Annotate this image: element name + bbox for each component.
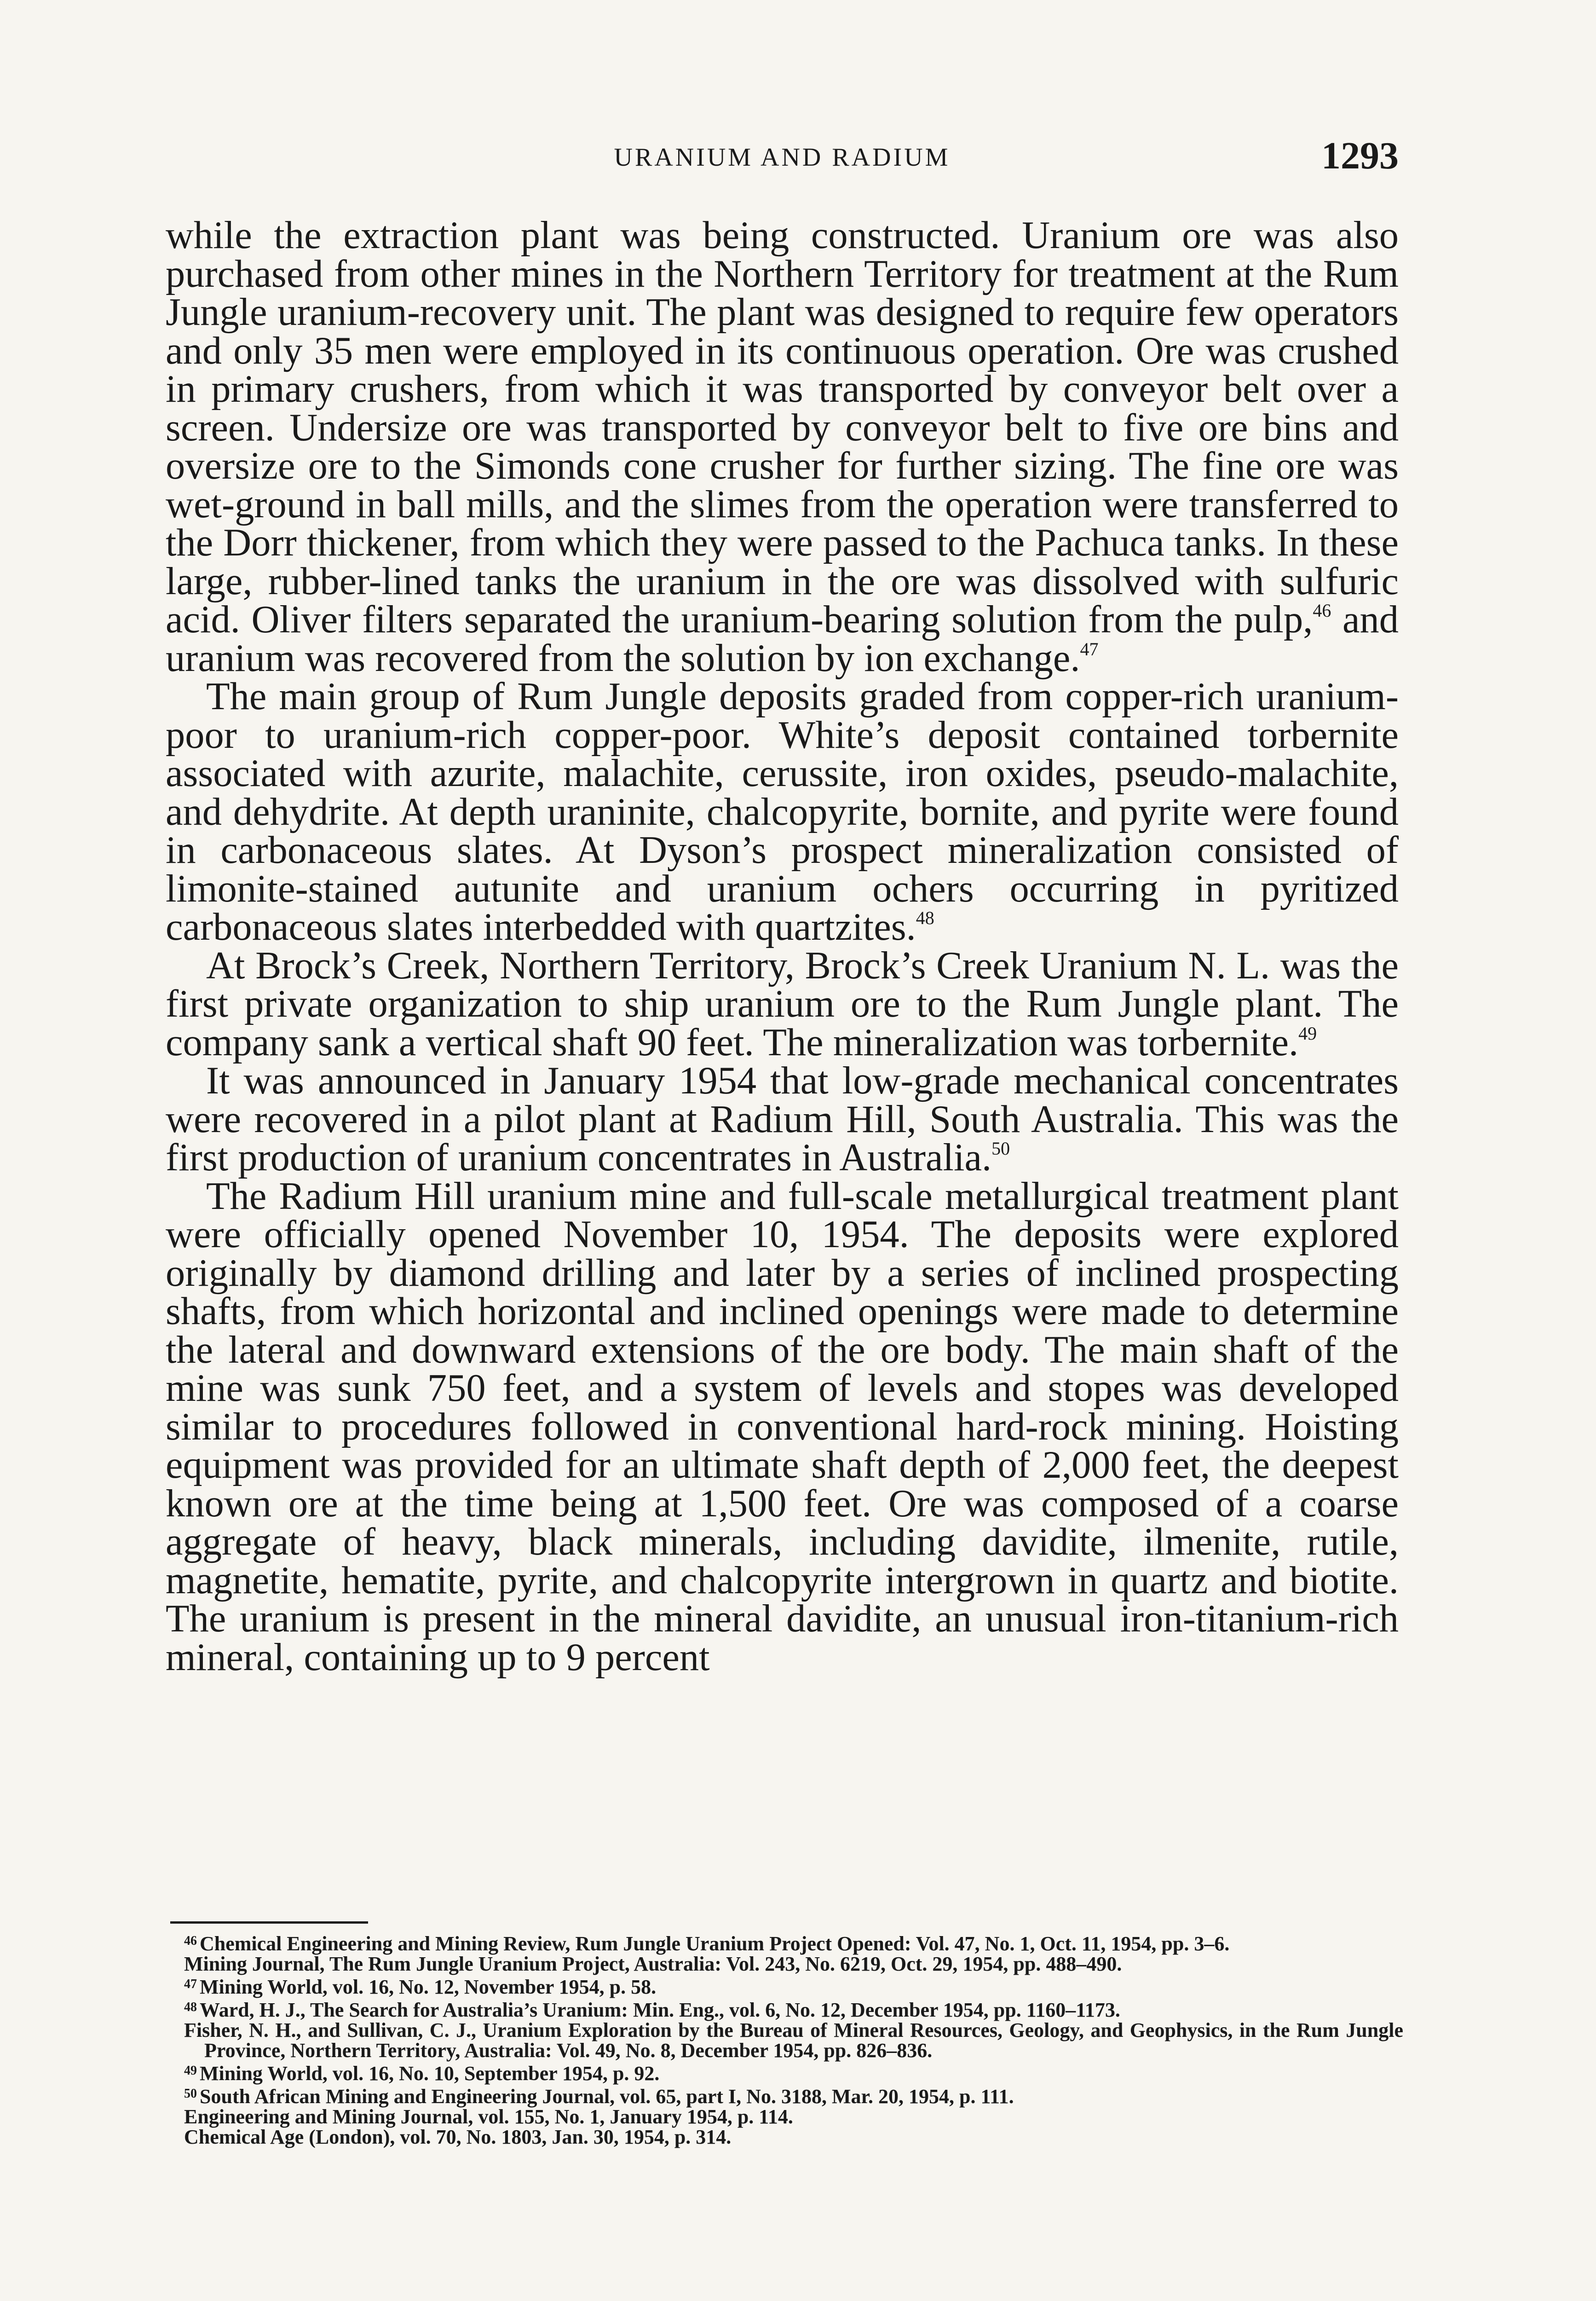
footnote-line xyxy=(184,1931,1403,1954)
footnote-reference: 49 xyxy=(1298,1023,1317,1044)
footnote-line xyxy=(184,2061,1403,2084)
page-header xyxy=(166,133,1399,189)
footnote-marker: 49 xyxy=(184,2064,197,2078)
footnote-text: Chemical Engineering and Mining Review, Rum Jungle Uranium Project Opened: Vol. 47, No. 1, Oct. 11, 1954, pp. 3–6. xyxy=(200,1932,1230,1955)
footnote-marker: 46 xyxy=(184,1934,197,1948)
footnote-entry xyxy=(184,1997,1403,2061)
footnote-entry xyxy=(184,1974,1403,1997)
footnote-text: Mining World, vol. 16, No. 10, September 1954, p. 92. xyxy=(200,2062,660,2085)
footnote-text: Mining World, vol. 16, No. 12, November 1954, p. 58. xyxy=(200,1976,657,1998)
footnote-line xyxy=(184,2084,1403,2107)
page-number: 1293 xyxy=(1321,134,1399,177)
running-head: URANIUM AND RADIUM xyxy=(614,143,951,172)
paragraph-text: It was announced in January 1954 that low-grade mechanical concentrates were recovered in a pilot plant at Radium Hill, South Australia. This was the first production of uranium concentrates in Australia. xyxy=(166,1059,1399,1179)
paragraph-text: The Radium Hill uranium mine and full-scale metallurgical treatment plant were officially opened November 10, 1954. The deposits were explored originally by diamond drilling and later by a series of inclined prospecting shafts, from which horizontal and inclined openings were made to determine the lateral and downward extensions of the ore body. The main shaft of the mine was sunk 750 feet, and a system of levels and stopes was developed similar to procedures followed in conventional hard-rock mining. Hoisting equipment was provided for an ultimate shaft depth of 2,000 feet, the deepest known ore at the time being at 1,500 feet. Ore was composed of a coarse aggregate of heavy, black minerals, including davidite, ilmenite, rutile, magnetite, hematite, pyrite, and chalcopyrite intergrown in quartz and biotite. The uranium is present in the mineral davidite, an unusual iron-titanium-rich mineral, containing up to 9 percent xyxy=(166,1174,1399,1679)
paragraph xyxy=(166,214,1399,680)
footnote-text: South African Mining and Engineering Journal, vol. 65, part I, No. 3188, Mar. 20, 1954, p. 111. xyxy=(200,2085,1014,2108)
footnote-marker: 50 xyxy=(184,2087,197,2101)
footnote-reference: 50 xyxy=(991,1138,1010,1159)
footnote-marker: 48 xyxy=(184,2000,197,2014)
footnote-additional-reference: Mining Journal, The Rum Jungle Uranium Project, Australia: Vol. 243, No. 6219, Oct. 29, 1954, pp. 488–490. xyxy=(184,1953,1122,1975)
footnote-text: Ward, H. J., The Search for Australia’s Uranium: Min. Eng., vol. 6, No. 12, December 1954, pp. 1160–1173. xyxy=(200,1999,1120,2021)
footnote-line xyxy=(184,1974,1403,1997)
footnotes xyxy=(184,1931,1403,2147)
paragraph-text: At Brock’s Creek, Northern Territory, Brock’s Creek Uranium N. L. was the first private organization to ship uranium ore to the Rum Jungle plant. The company sank a vertical shaft 90 feet. The mineralization was torbernite. xyxy=(166,944,1399,1064)
footnote-reference: 48 xyxy=(916,908,934,928)
paragraph-text: while the extraction plant was being constructed. Uranium ore was also purchased from other mines in the Northern Territory for treatment at the Rum Jungle uranium-recovery unit. The plant was designed to require few operators and only 35 men were employed in its continuous operation. Ore was crushed in primary crushers, from which it was transported by conveyor belt over a screen. Undersize ore was transported by conveyor belt to five ore bins and oversize ore to the Simonds cone crusher for further sizing. The fine ore was wet-ground in ball mills, and the slimes from the operation were transferred to the Dorr thickener, from which they were passed to the Pachuca tanks. In these large, rubber-lined tanks the uranium in the ore was dissolved with sulfuric acid. Oliver filters separated the uranium-bearing solution from the pulp, xyxy=(166,214,1399,641)
paragraph xyxy=(166,677,1399,947)
footnote-entry xyxy=(184,1931,1403,1974)
body-text xyxy=(166,216,1399,1677)
footnote-entry xyxy=(184,2061,1403,2084)
footnote-line xyxy=(184,1997,1403,2020)
footnote-additional-reference: Engineering and Mining Journal, vol. 155, No. 1, January 1954, p. 114. xyxy=(184,2105,793,2128)
paragraph xyxy=(166,1059,1399,1179)
paragraph xyxy=(166,1174,1399,1679)
paragraph-text: The main group of Rum Jungle deposits graded from copper-rich uranium-poor to uranium-rich copper-poor. White’s deposit contained torbernite associated with azurite, malachite, cerussite, iron oxides, pseudo-malachite, and dehydrite. At depth uraninite, chalcopyrite, bornite, and pyrite were found in carbonaceous slates. At Dyson’s prospect mineralization consisted of limonite-stained autunite and uranium ochers occurring in pyritized carbonaceous slates interbedded with quartzites. xyxy=(166,675,1399,948)
footnote-rule xyxy=(170,1921,368,1924)
paragraph xyxy=(166,944,1399,1064)
footnote-additional-reference: Fisher, N. H., and Sullivan, C. J., Uranium Exploration by the Bureau of Mineral Resources, Geology, and Geophysics, in the Rum Jungle Province, Northern Territory, Australia: Vol. 49, No. 8, December 1954, pp. 826–836. xyxy=(184,2019,1403,2062)
footnote-marker: 47 xyxy=(184,1977,197,1991)
paragraph-text: and uranium was recovered from the solution by ion exchange. xyxy=(166,598,1399,680)
footnote-reference: 47 xyxy=(1080,638,1099,659)
footnote-additional-reference: Chemical Age (London), vol. 70, No. 1803, Jan. 30, 1954, p. 314. xyxy=(184,2126,732,2148)
footnote-entry xyxy=(184,2084,1403,2147)
footnote-reference: 46 xyxy=(1313,600,1331,621)
